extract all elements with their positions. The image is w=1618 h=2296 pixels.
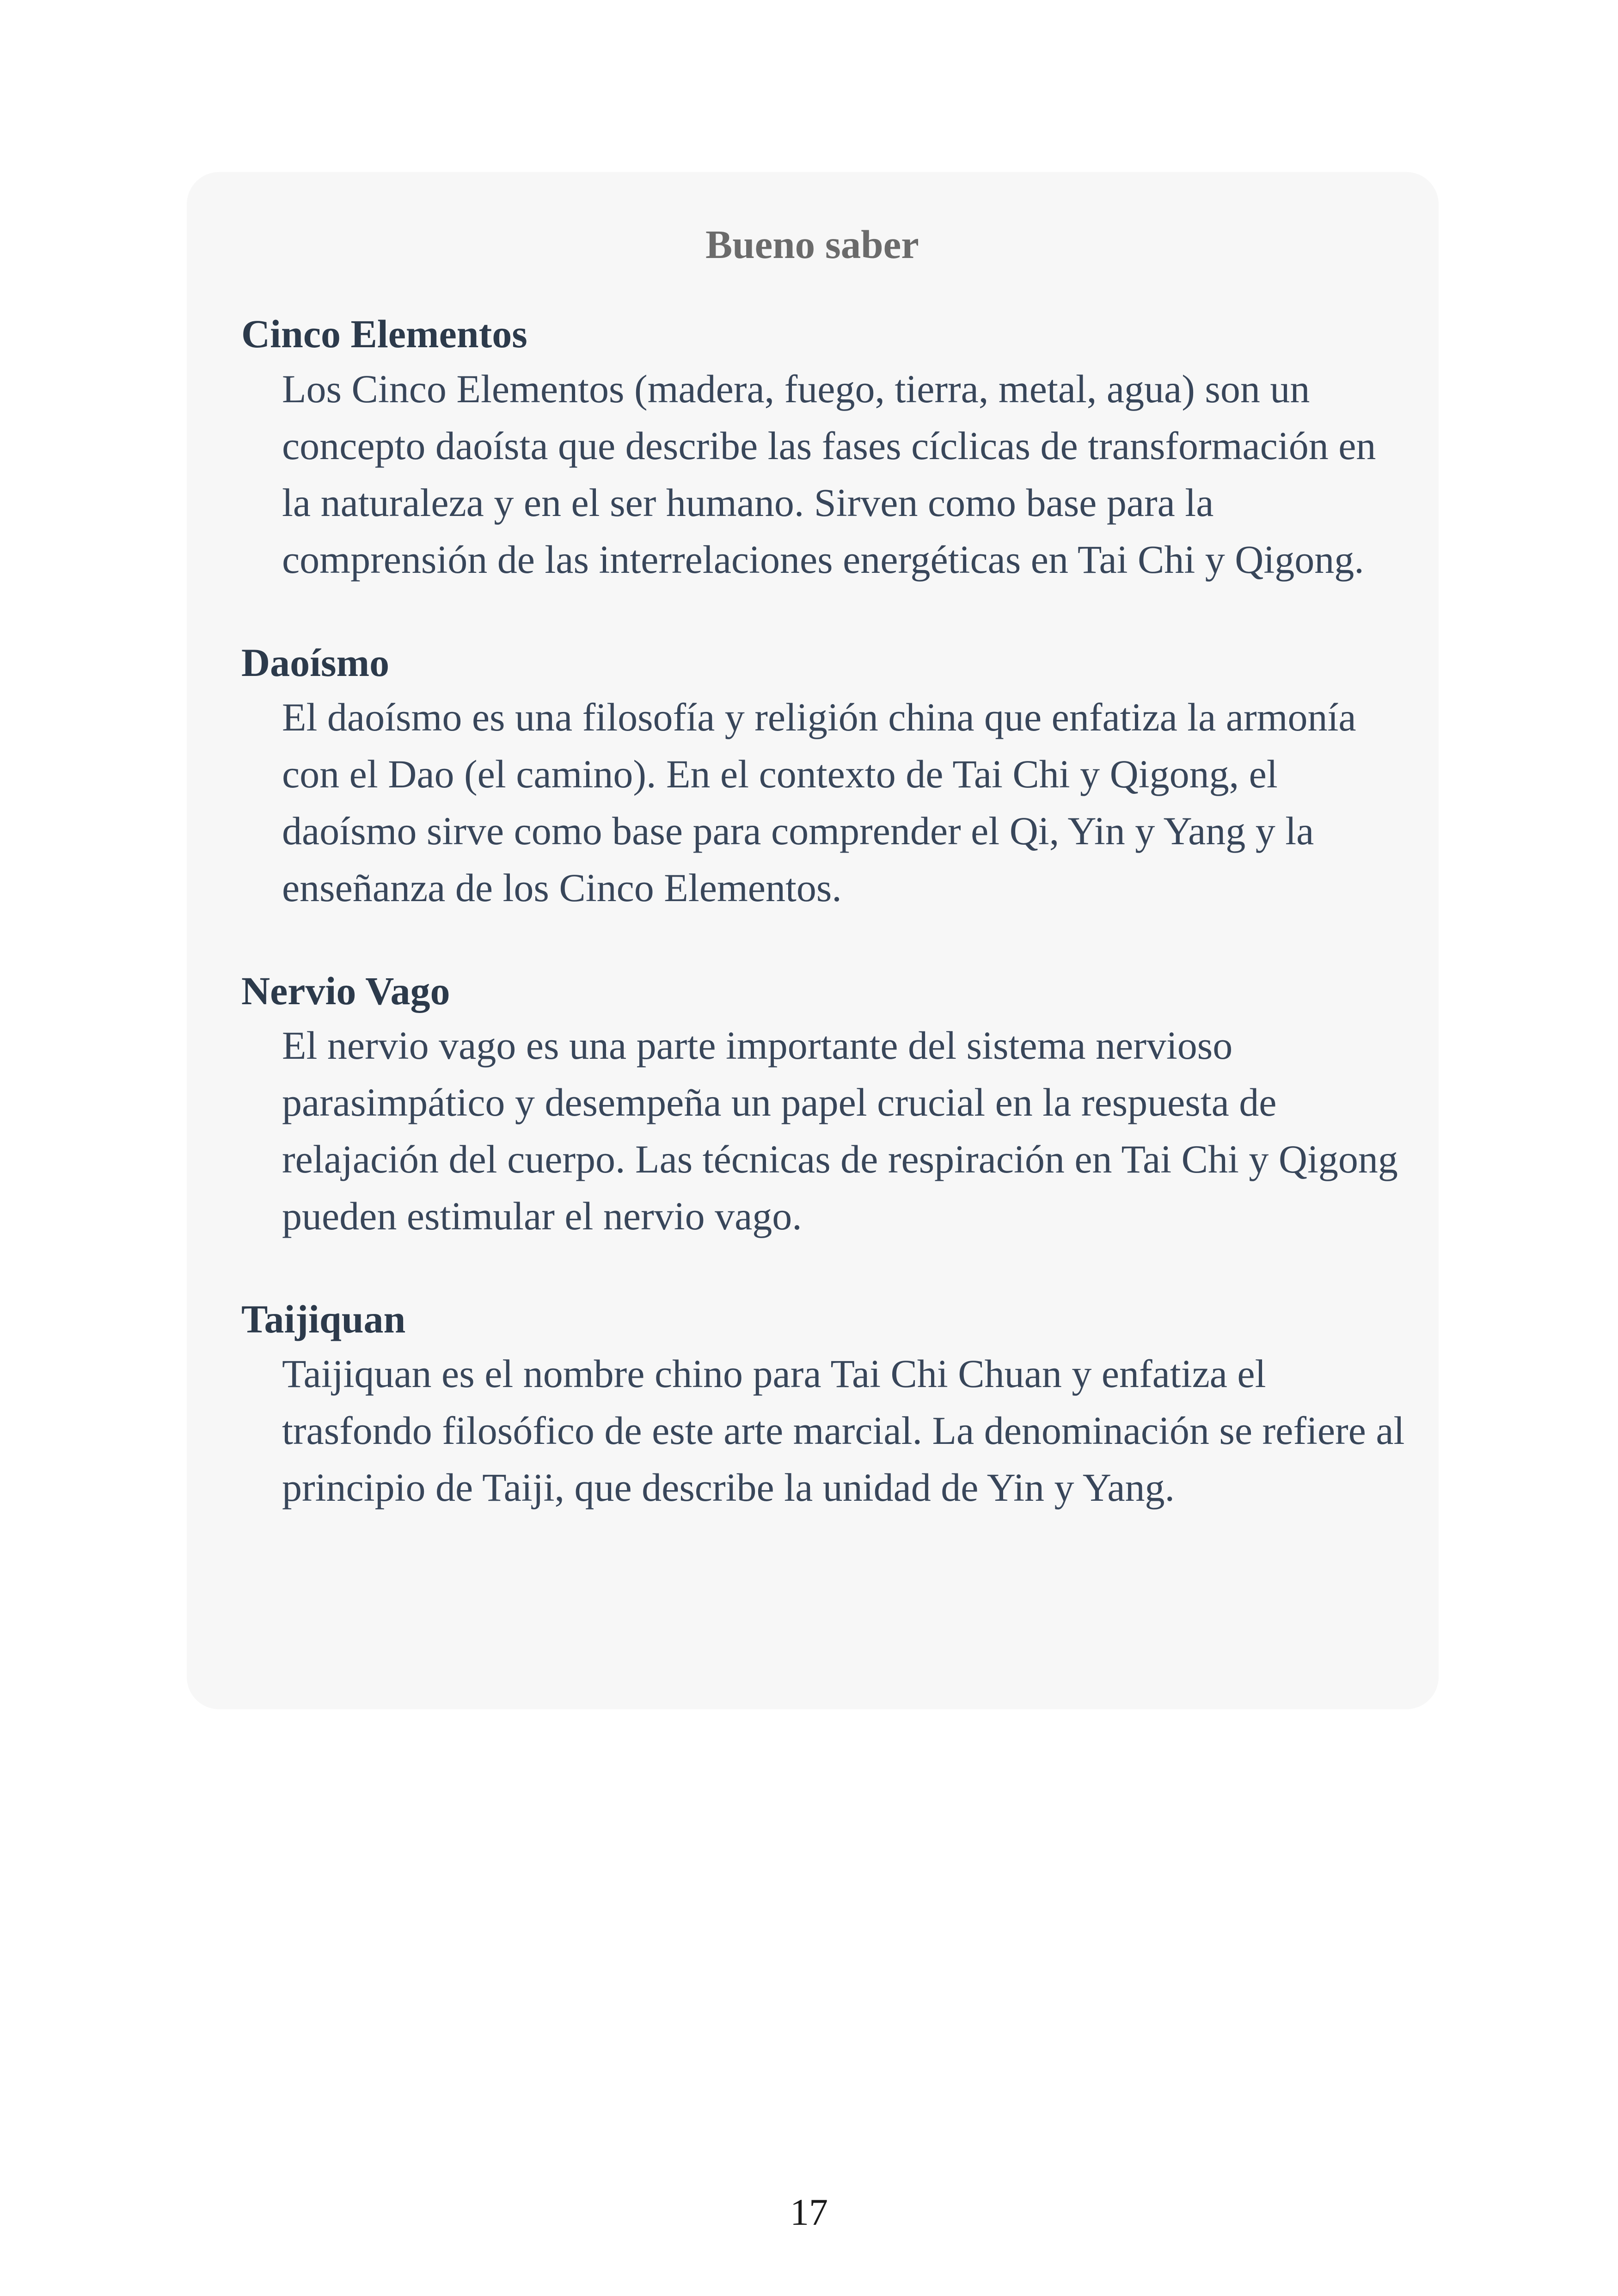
glossary-term: Daoísmo bbox=[241, 640, 390, 685]
glossary-definition: El daoísmo es una filosofía y religión china que enfatiza la armonía con el Dao (el camino). En el contexto de Tai Chi y Qigong, el daoísmo sirve como base para comprender el Qi, Yin y Yang y la enseñanza de los Cinco Elementos. bbox=[282, 694, 1356, 910]
glossary-definition: Los Cinco Elementos (madera, fuego, tierra, metal, agua) son un concepto daoísta que describe las fases cíclicas de transformación en la naturaleza y en el ser humano. Sirven como base para la comprensión de las interrelaciones energéticas en Tai Chi y Qigong. bbox=[282, 366, 1376, 582]
glossary-entry-taijiquan bbox=[241, 1295, 1405, 1516]
glossary-entry-nervio-vago bbox=[241, 967, 1398, 1245]
glossary-entry-cinco-elementos bbox=[241, 310, 1383, 588]
glossary-entry-daoismo bbox=[241, 639, 1383, 916]
glossary-term: Cinco Elementos bbox=[241, 312, 527, 356]
page-number: 17 bbox=[790, 2191, 828, 2233]
glossary-term: Nervio Vago bbox=[241, 968, 450, 1013]
glossary-definition: Taijiquan es el nombre chino para Tai Chi Chuan y enfatiza el trasfondo filosófico de este arte marcial. La denominación se refiere al principio de Taiji, que describe la unidad de Yin y Yang. bbox=[282, 1351, 1405, 1510]
glossary-definition: El nervio vago es una parte importante del sistema nervioso parasimpático y desempeña un papel crucial en la respuesta de relajación del cuerpo. Las técnicas de respiración en Tai Chi y Qigong pueden estimular el nervio vago. bbox=[282, 1023, 1398, 1238]
info-box bbox=[187, 172, 1439, 1709]
box-title: Bueno saber bbox=[705, 222, 919, 267]
glossary-term: Taijiquan bbox=[241, 1296, 406, 1341]
